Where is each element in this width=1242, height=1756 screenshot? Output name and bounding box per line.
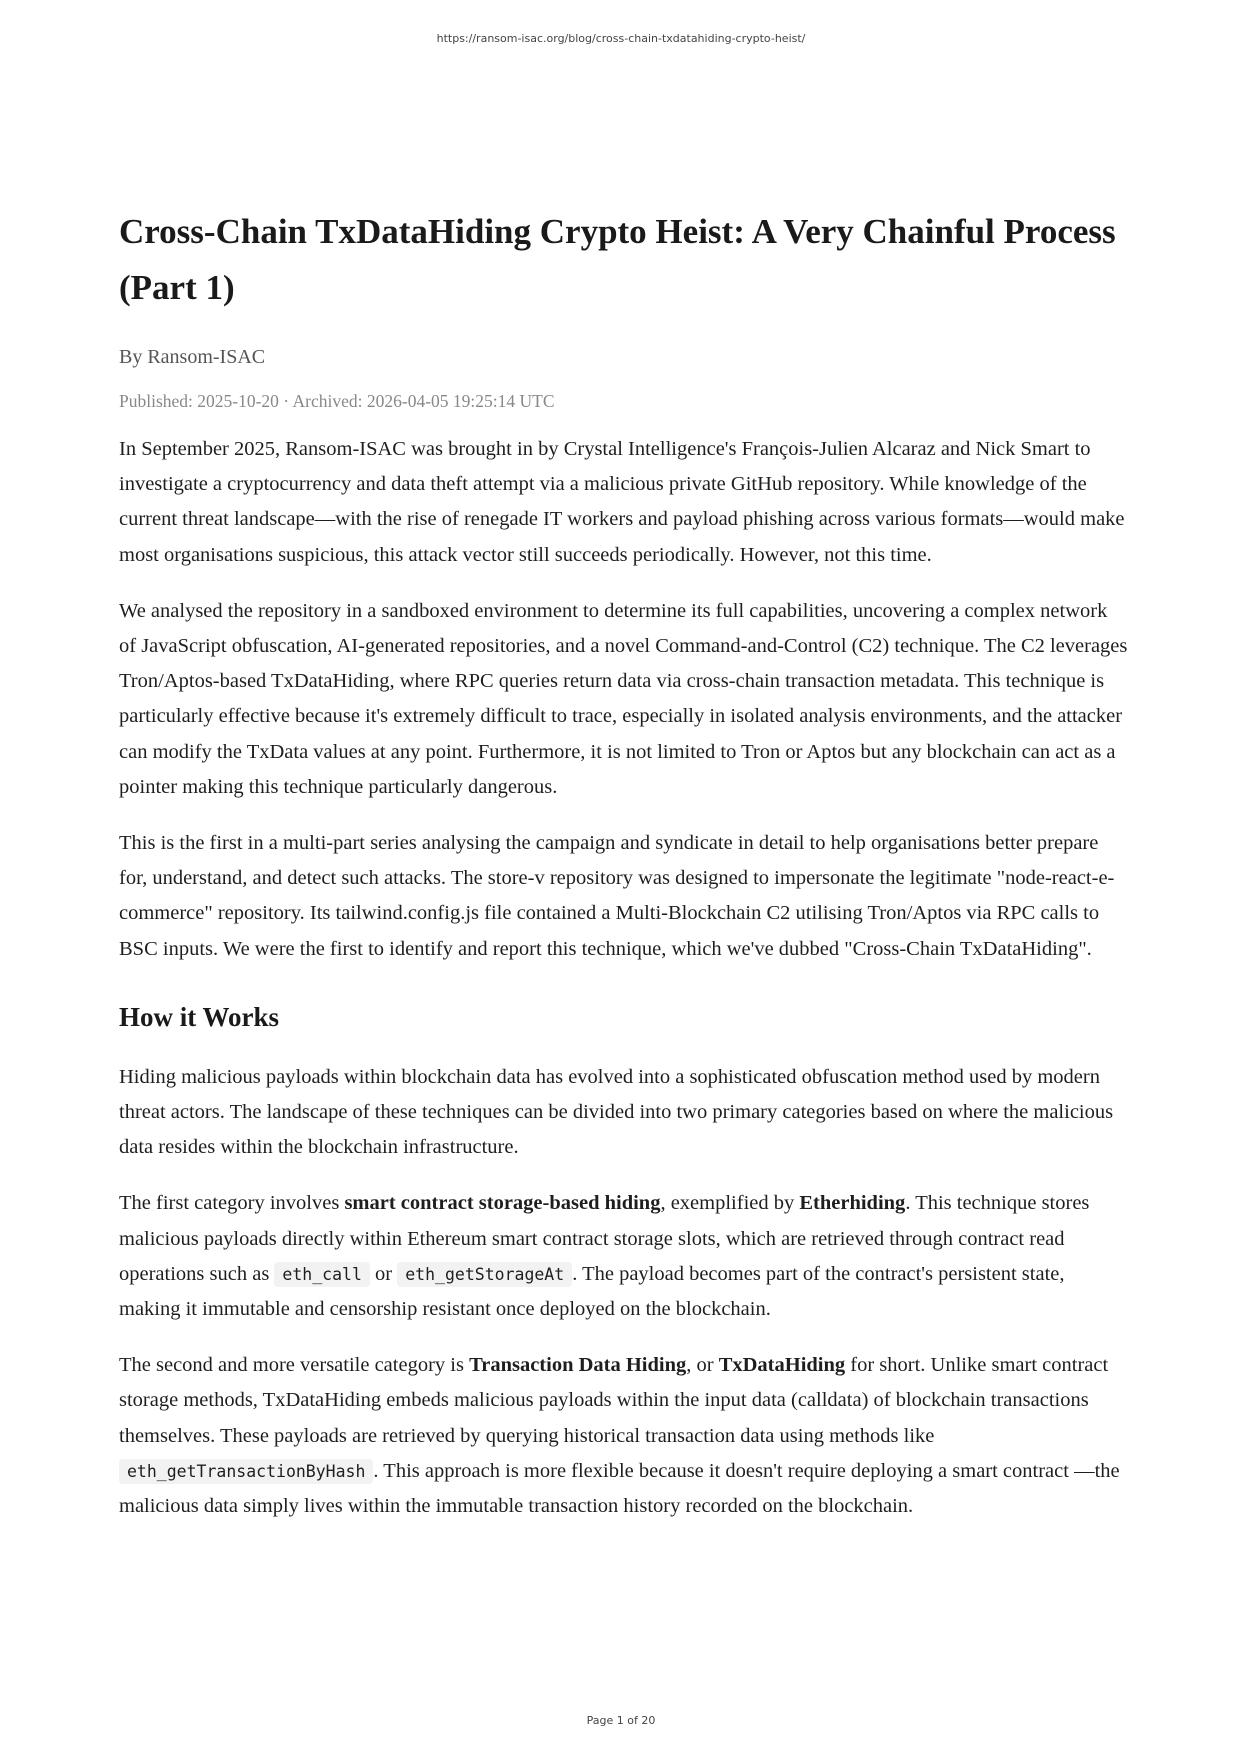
bold-term-transaction-data-hiding: Transaction Data Hiding (469, 1354, 687, 1377)
text-run: . This technique stores malicious payloads directly within Ethereum smart contract storage slots, which are retrieved through contract read operations such as (119, 1192, 1090, 1285)
article-title: Cross-Chain TxDataHiding Crypto Heist: A Very Chainful Process (Part 1) (119, 212, 1116, 307)
section-paragraph-3 (119, 1348, 1129, 1524)
bold-term-etherhiding: Etherhiding (799, 1192, 906, 1215)
section-paragraph-2 (119, 1186, 1129, 1327)
intro-paragraph-3: This is the first in a multi-part series analysing the campaign and syndicate in detail to help organisations better prepare for, understand, and detect such attacks. The store-v repository was designed to impersonate the legitimate "node-react-e-commerce" repository. Its tailwind.config.js file contained a Multi-Blockchain C2 utilising Tron/Aptos via RPC calls to BSC inputs. We were the first to identify and report this technique, which we've dubbed "Cross-Chain TxDataHiding". (119, 832, 1115, 960)
page-number: Page 1 of 20 (586, 1714, 656, 1727)
text-run: . The payload becomes part of the contract's persistent state, making it immutable and censorship resistant once deployed on the blockchain. (119, 1262, 1065, 1321)
text-run: . This approach is more flexible because it doesn't require deploying a smart contract —the malicious data simply lives within the immutable transaction history recorded on the blockchain. (119, 1459, 1120, 1518)
bold-term-txdatahiding: TxDataHiding (718, 1354, 846, 1377)
page-url: https://ransom-isac.org/blog/cross-chain-txdatahiding-crypto-heist/ (436, 32, 806, 45)
intro-paragraph-2: We analysed the repository in a sandboxed environment to determine its full capabilities, uncovering a complex network of JavaScript obfuscation, AI-generated repositories, and a novel Command-and-Control (C2) technique. The C2 leverages Tron/Aptos-based TxDataHiding, where RPC queries return data via cross-chain transaction metadata. This technique is particularly effective because it's extremely difficult to trace, especially in isolated analysis environments, and the attacker can modify the TxData values at any point. Furthermore, it is not limited to Tron or Aptos but any blockchain can act as a pointer making this technique particularly dangerous. (119, 599, 1128, 798)
bold-term-smart-contract-storage: smart contract storage-based hiding (344, 1192, 661, 1215)
code-eth-gettransactionbyhash: eth_getTransactionByHash (119, 1459, 373, 1484)
publish-meta: Published: 2025-10-20 · Archived: 2026-04-05 19:25:14 UTC (119, 391, 555, 411)
text-run: for short. Unlike smart contract storage methods, TxDataHiding embeds malicious payloads within the input data (calldata) of blockchain transactions themselves. These payloads are retrieved by querying historical transaction data using methods like (119, 1354, 1109, 1447)
byline: By Ransom-ISAC (119, 346, 266, 368)
text-run: , or (686, 1354, 719, 1377)
code-eth-call: eth_call (274, 1262, 369, 1287)
text-run: The first category involves (119, 1192, 345, 1215)
section-paragraph-1: Hiding malicious payloads within blockchain data has evolved into a sophisticated obfuscation method used by modern threat actors. The landscape of these techniques can be divided into two primary categories based on where the malicious data resides within the blockchain infrastructure. (119, 1065, 1114, 1159)
code-eth-getstorageat: eth_getStorageAt (397, 1262, 572, 1287)
text-run: or (369, 1262, 398, 1285)
intro-paragraph-1: In September 2025, Ransom-ISAC was brought in by Crystal Intelligence's François-Julien Alcaraz and Nick Smart to investigate a cryptocurrency and data theft attempt via a malicious private GitHub repository. While knowledge of the current threat landscape—with the rise of renegade IT workers and payload phishing across various formats—would make most organisations suspicious, this attack vector still succeeds periodically. However, not this time. (119, 438, 1125, 566)
section-heading: How it Works (119, 1001, 280, 1032)
text-run: The second and more versatile category is (119, 1354, 470, 1377)
article (119, 204, 1129, 1524)
text-run: , exemplified by (660, 1192, 800, 1215)
